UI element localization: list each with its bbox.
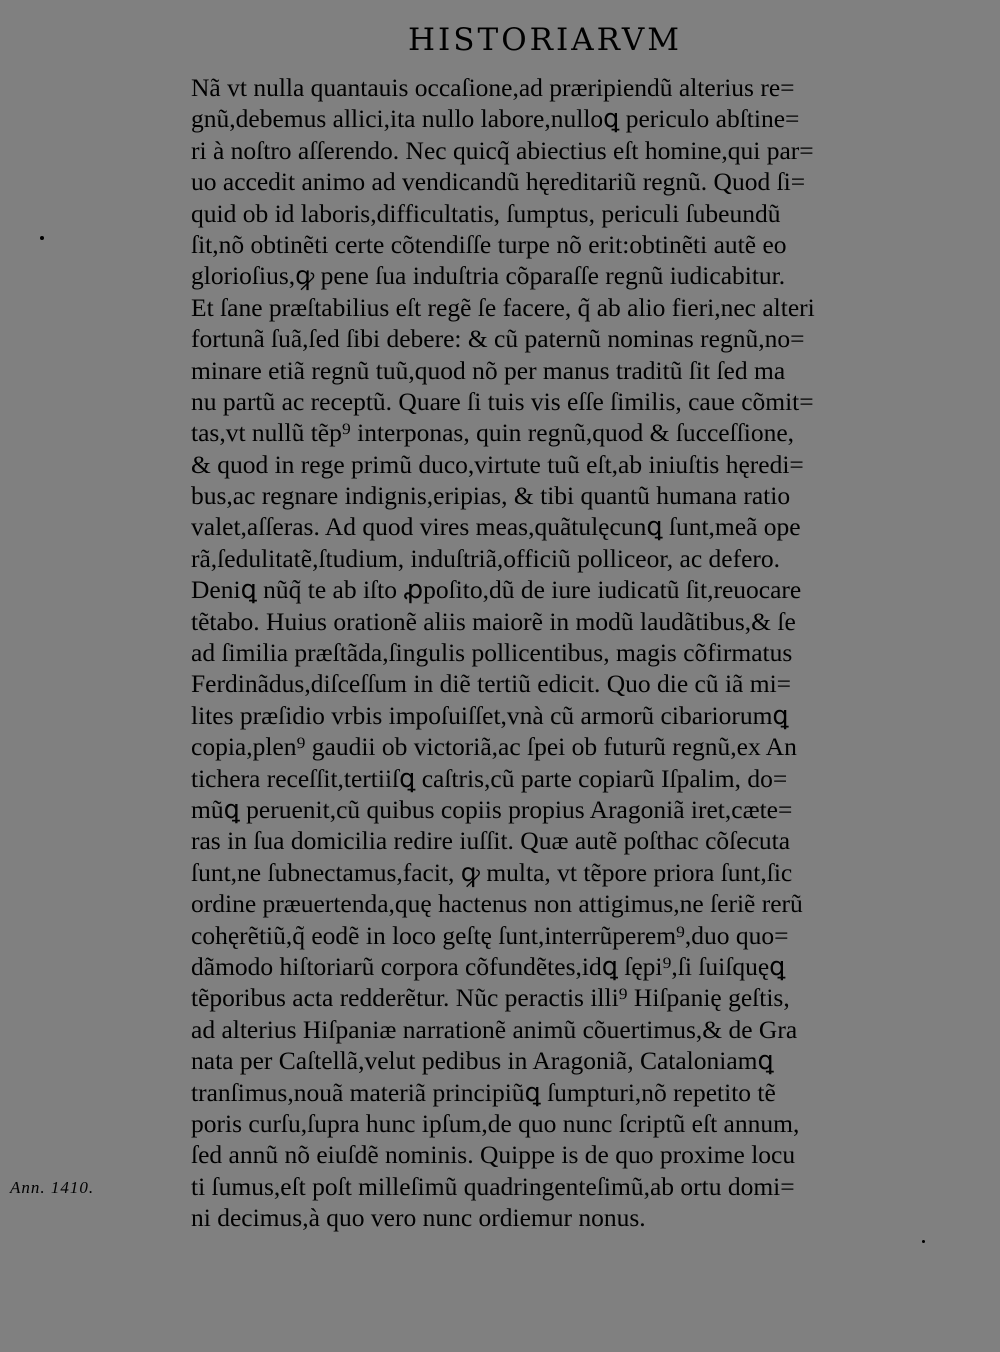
text-line: tẽtabo. Huius orationẽ aliis maiorẽ in modũ laudãtibus,& ſe bbox=[191, 606, 796, 636]
text-line: mũꝗ peruenit,cũ quibus copiis propius Aragoniã iret,cæte= bbox=[191, 794, 793, 824]
body-text bbox=[191, 72, 931, 1233]
text-line: copia,plen⁹ gaudii ob victoriã,ac ſpei ob futurũ regnũ,ex An bbox=[191, 732, 797, 762]
text-line: uo accedit animo ad vendicandũ hęreditariũ regnũ. Quod ſi= bbox=[191, 167, 806, 197]
text-line: valet,aſſeras. Ad quod vires meas,quãtulęcunꝗ ſunt,meã ope bbox=[191, 512, 801, 542]
text-line: ad ſimilia præſtãda,ſingulis pollicentibus, magis cõfirmatus bbox=[191, 638, 793, 668]
ink-speck bbox=[40, 236, 44, 240]
text-line: ri à noſtro aſſerendo. Nec quicq̃ abiectius eſt homine,qui par= bbox=[191, 135, 814, 165]
text-line: rã,ſedulitatẽ,ſtudium, induſtriã,officiũ polliceor, ac defero. bbox=[191, 543, 781, 573]
text-line: cohęrẽtiũ,q̃ eodẽ in loco geſtę ſunt,interrũperem⁹,duo quo= bbox=[191, 920, 789, 950]
text-line: lites præſidio vrbis impoſuiſſet,vnà cũ armorũ cibariorumꝗ bbox=[191, 700, 789, 730]
text-line: ras in ſua domicilia redire iuſſit. Quæ autẽ poſthac cõſecuta bbox=[191, 826, 791, 856]
text-line: tranſimus,nouã materiã principiũꝗ ſumpturi,nõ repetito tẽ bbox=[191, 1077, 776, 1107]
text-line: quid ob id laboris,difficultatis, ſumptus, periculi ſubeundũ bbox=[191, 198, 781, 228]
text-line: bus,ac regnare indignis,eripias, & tibi quantũ humana ratio bbox=[191, 481, 791, 511]
text-line: poris curſu,ſupra hunc ipſum,de quo nunc ſcriptũ eſt annum, bbox=[191, 1108, 800, 1138]
text-line: ad alterius Hiſpaniæ narrationẽ animũ cõuertimus,& de Gra bbox=[191, 1014, 798, 1044]
text-line: nu partũ ac receptũ. Quare ſi tuis vis eſſe ſimilis, caue cõmit= bbox=[191, 386, 814, 416]
text-line: ſit,nõ obtinẽti certe cõtendiſſe turpe nõ erit:obtinẽti autẽ eo bbox=[191, 229, 787, 259]
ink-speck bbox=[922, 1240, 925, 1243]
text-line: Et ſane præſtabilius eſt regẽ ſe facere, q̃ ab alio fieri,nec alteri bbox=[191, 292, 815, 322]
text-line: ſed annũ nõ eiuſdẽ nominis. Quippe is de quo proxime locu bbox=[191, 1140, 796, 1170]
text-line: minare etiã regnũ tuũ,quod nõ per manus traditũ ſit ſed ma bbox=[191, 355, 786, 385]
text-line: & quod in rege primũ duco,virtute tuũ eſt,ab iniuſtis hęredi= bbox=[191, 449, 804, 479]
text-line: tẽporibus acta redderẽtur. Nũc peractis illi⁹ Hiſpanię geſtis, bbox=[191, 983, 790, 1013]
text-line: tas,vt nullũ tẽp⁹ interponas, quin regnũ,quod & ſucceſſione, bbox=[191, 418, 795, 448]
text-line: ti ſumus,eſt poſt milleſimũ quadringenteſimũ,ab ortu domi= bbox=[191, 1171, 795, 1201]
text-line: nata per Caſtellã,velut pedibus in Aragoniã, Cataloniamꝗ bbox=[191, 1046, 774, 1076]
margin-year-note: Ann. 1410. bbox=[10, 1178, 95, 1197]
text-line: ordine præuertenda,quę hactenus non attigimus,ne ſeriẽ rerũ bbox=[191, 889, 803, 919]
text-line: glorioſius,ꝙ pene ſua induſtria cõparaſſe regnũ iudicabitur. bbox=[191, 261, 786, 291]
text-line: Nã vt nulla quantauis occaſione,ad præripiendũ alterius re= bbox=[191, 73, 795, 102]
text-line: Ferdinãdus,diſceſſum in diẽ tertiũ edicit. Quo die cũ iã mi= bbox=[191, 669, 792, 699]
text-line: ſunt,ne ſubnectamus,facit, ꝙ multa, vt tẽpore priora ſunt,ſic bbox=[191, 857, 793, 887]
text-line: gnũ,debemus allici,ita nullo labore,nulloꝗ periculo abſtine= bbox=[191, 104, 800, 134]
text-line: fortunã ſuã,ſed ſibi debere: & cũ paternũ nominas regnũ,no= bbox=[191, 324, 805, 354]
text-line: dãmodo hiſtoriarũ corpora cõfundẽtes,idꝗ ſępi⁹,ſi ſuiſquęꝗ bbox=[191, 951, 786, 981]
text-line: tichera receſſit,tertiiſꝗ caſtris,cũ parte copiarũ Iſpalim, do= bbox=[191, 763, 788, 793]
text-line: ni decimus,à quo vero nunc ordiemur nonus. bbox=[191, 1203, 646, 1233]
running-head: HISTORIARVM bbox=[408, 22, 682, 58]
text-line: Deniꝗ nũq̃ te ab iſto ꝓpoſito,dũ de iure iudicatũ ſit,reuocare bbox=[191, 575, 802, 605]
